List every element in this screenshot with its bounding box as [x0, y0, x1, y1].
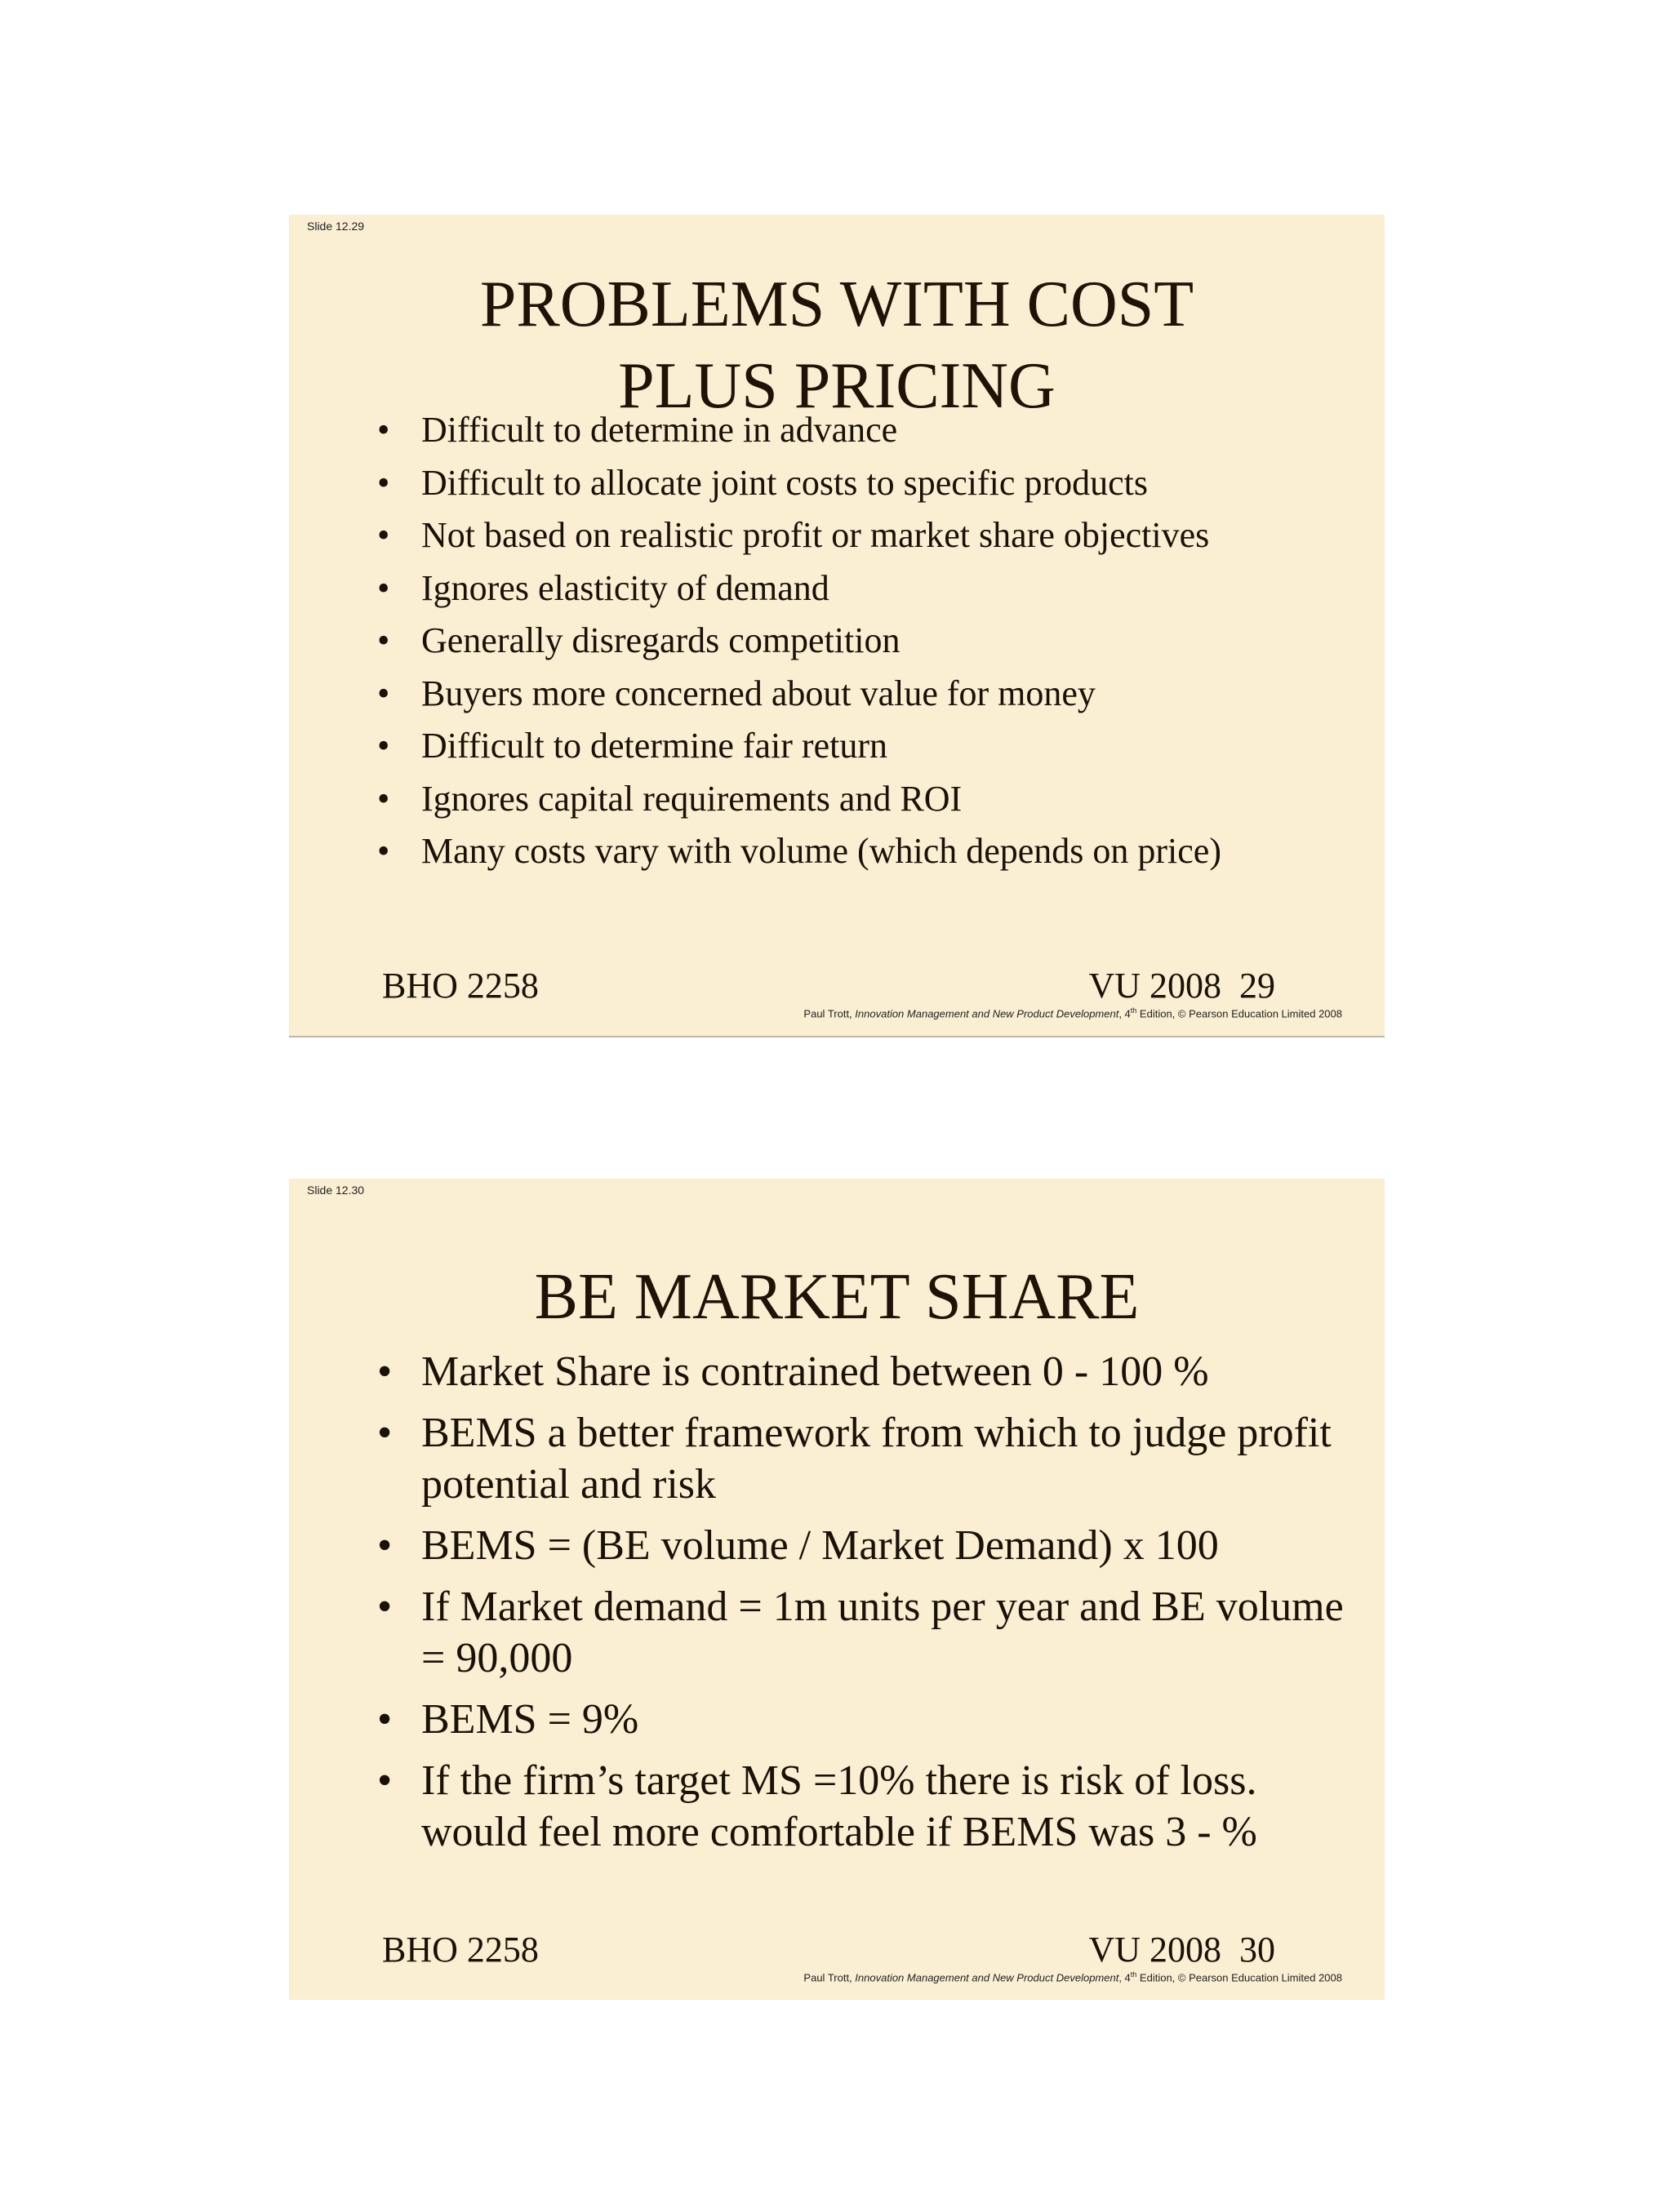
bullet-item: [377, 404, 1352, 457]
bullet-text: Buyers more concerned about value for money: [421, 673, 1096, 713]
bullet-text: If the firm’s target MS =10% there is risk of loss. would feel more comfortable if BEMS was 3 - %: [421, 1757, 1257, 1855]
bullet-glyph: •: [377, 778, 390, 819]
title-line: PLUS PRICING: [618, 350, 1056, 422]
slide: [289, 1179, 1385, 2000]
bullet-glyph: •: [377, 567, 390, 608]
credit-book-title: Innovation Management and New Product Development: [855, 1971, 1119, 1984]
credit-edition: , 4: [1118, 1007, 1131, 1020]
footer-course-code: BHO 2258: [382, 966, 539, 1006]
bullet-text: Difficult to determine fair return: [421, 726, 887, 766]
credit-edition-suffix: th: [1130, 1006, 1137, 1015]
bullet-glyph: •: [377, 831, 390, 871]
slide-title: [289, 264, 1385, 427]
bullet-text: If Market demand = 1m units per year and BE volume = 90,000: [421, 1583, 1344, 1681]
copyright-credit: [803, 1006, 1342, 1019]
bullet-text: BEMS = 9%: [421, 1696, 639, 1743]
bullet-glyph: •: [377, 1522, 393, 1569]
credit-edition-suffix: th: [1130, 1970, 1137, 1979]
title-line: PROBLEMS WITH COST: [479, 269, 1194, 340]
bullet-glyph: •: [377, 1757, 393, 1804]
bullet-text: Generally disregards competition: [421, 620, 900, 660]
bullet-item: [377, 1346, 1352, 1397]
bullet-item: [377, 509, 1352, 562]
bullet-glyph: •: [377, 1410, 393, 1456]
bullet-text: Difficult to allocate joint costs to specific products: [421, 462, 1148, 503]
copyright-credit: [803, 1970, 1342, 1983]
bullet-item: [377, 562, 1352, 615]
bullet-glyph: •: [377, 515, 390, 555]
bullet-text: Market Share is contrained between 0 - 100 %: [421, 1348, 1209, 1395]
credit-book-title: Innovation Management and New Product Development: [855, 1007, 1119, 1020]
slide-number: Slide 12.30: [307, 1184, 365, 1197]
bullet-text: Ignores capital requirements and ROI: [421, 778, 963, 819]
bullet-item: [377, 1407, 1352, 1510]
bullet-item: [377, 825, 1352, 878]
bullet-item: [377, 1581, 1352, 1684]
bullet-item: [377, 1694, 1352, 1745]
bullet-text: Not based on realistic profit or market share objectives: [421, 515, 1210, 555]
bullet-item: [377, 1520, 1352, 1571]
bullet-text: Difficult to determine in advance: [421, 410, 898, 450]
bullet-item: [377, 1755, 1352, 1858]
bullet-text: Many costs vary with volume (which depends on price): [421, 831, 1221, 871]
bullet-item: [377, 615, 1352, 668]
bullet-list: [377, 404, 1352, 878]
credit-publisher: Edition, © Pearson Education Limited 2008: [1136, 1007, 1342, 1020]
bullet-glyph: •: [377, 410, 390, 450]
bullet-item: [377, 668, 1352, 721]
bullet-glyph: •: [377, 620, 390, 660]
bullet-glyph: •: [377, 1583, 393, 1630]
bullet-glyph: •: [377, 673, 390, 713]
credit-author: Paul Trott,: [803, 1971, 856, 1984]
bullet-glyph: •: [377, 1348, 393, 1395]
bullet-text: BEMS = (BE volume / Market Demand) x 100: [421, 1522, 1219, 1569]
footer-page-label: VU 2008 29: [1088, 966, 1275, 1006]
bullet-text: BEMS a better framework from which to judge profit potential and risk: [421, 1410, 1332, 1508]
slide-title: [289, 1256, 1385, 1338]
bullet-glyph: •: [377, 462, 390, 503]
title-line: BE MARKET SHARE: [534, 1261, 1140, 1333]
bullet-item: [377, 720, 1352, 773]
footer-page-label: VU 2008 30: [1088, 1930, 1275, 1970]
bullet-glyph: •: [377, 726, 390, 766]
bullet-text: Ignores elasticity of demand: [421, 567, 829, 608]
credit-publisher: Edition, © Pearson Education Limited 2008: [1136, 1971, 1342, 1984]
slide: [289, 215, 1385, 1037]
bullet-list: [377, 1346, 1352, 1868]
footer-course-code: BHO 2258: [382, 1930, 539, 1970]
bullet-glyph: •: [377, 1696, 393, 1743]
credit-edition: , 4: [1118, 1971, 1131, 1984]
credit-author: Paul Trott,: [803, 1007, 856, 1020]
bullet-item: [377, 773, 1352, 826]
bullet-item: [377, 457, 1352, 510]
slide-number: Slide 12.29: [307, 220, 365, 233]
